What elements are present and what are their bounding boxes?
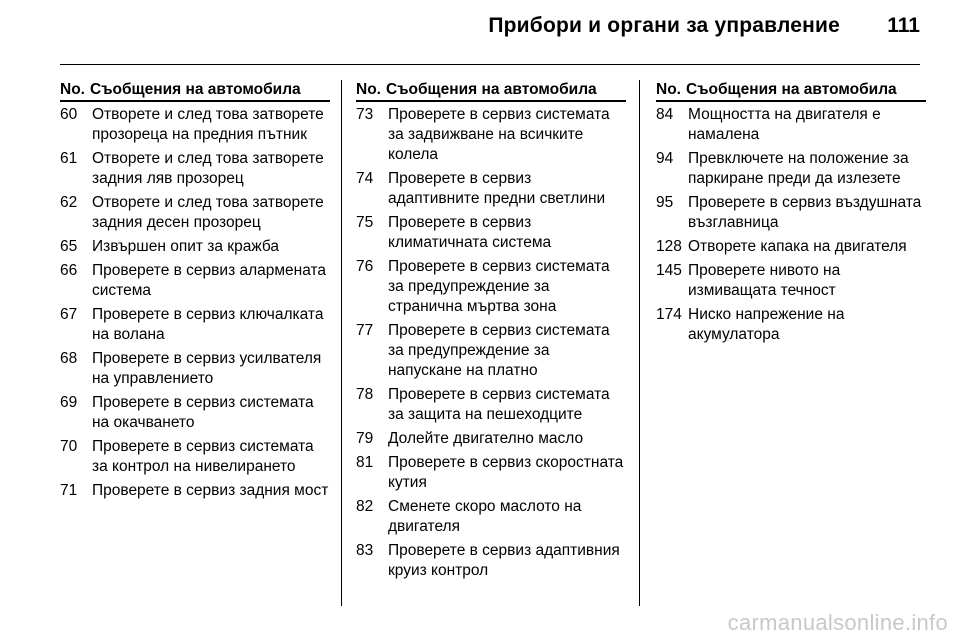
message-row — [60, 305, 330, 345]
message-text: Проверете в сервиз адаптивния круиз контрол — [388, 542, 620, 579]
message-number: 71 — [60, 482, 78, 499]
message-row — [356, 429, 626, 449]
message-text: Проверете в сервиз ключалката на волана — [92, 306, 324, 343]
header-rule — [60, 64, 920, 65]
message-number: 82 — [356, 498, 374, 515]
column-header — [656, 80, 926, 102]
message-row — [356, 497, 626, 537]
column-header-messages: Съобщения на автомобила — [90, 81, 301, 98]
message-number: 77 — [356, 322, 374, 339]
page-title: Прибори и органи за управление — [488, 14, 840, 37]
messages-column-3 — [656, 80, 926, 349]
column-header-messages: Съобщения на автомобила — [686, 81, 897, 98]
message-text: Отворете капака на двигателя — [688, 238, 907, 255]
message-row — [60, 437, 330, 477]
message-number: 66 — [60, 262, 78, 279]
message-list — [60, 105, 330, 501]
message-row — [60, 149, 330, 189]
column-header-no: No. — [60, 81, 85, 98]
message-number: 67 — [60, 306, 78, 323]
message-text: Долейте двигателно масло — [388, 430, 584, 447]
message-text: Проверете в сервиз скоростната кутия — [388, 454, 624, 491]
message-number: 83 — [356, 542, 374, 559]
message-row — [656, 305, 926, 345]
message-number: 78 — [356, 386, 374, 403]
column-divider — [639, 80, 640, 606]
message-row — [356, 213, 626, 253]
message-text: Проверете в сервиз системата на окачването — [92, 394, 314, 431]
message-text: Проверете в сервиз системата за предупреждение за напускане на платно — [388, 322, 610, 379]
message-row — [656, 237, 926, 257]
message-number: 95 — [656, 194, 674, 211]
message-number: 62 — [60, 194, 78, 211]
message-row — [356, 385, 626, 425]
message-row — [60, 237, 330, 257]
message-number: 81 — [356, 454, 374, 471]
message-text: Проверете нивото на измиващата течност — [688, 262, 841, 299]
message-text: Проверете в сервиз системата за задвижване на всичките колела — [388, 106, 610, 163]
message-number: 79 — [356, 430, 374, 447]
message-number: 84 — [656, 106, 674, 123]
page-number: 111 — [887, 14, 920, 37]
message-number: 128 — [656, 238, 682, 255]
column-header-no: No. — [356, 81, 381, 98]
message-number: 76 — [356, 258, 374, 275]
message-number: 69 — [60, 394, 78, 411]
watermark: carmanualsonline.info — [727, 610, 948, 635]
message-row — [356, 541, 626, 581]
message-text: Проверете в сервиз адаптивните предни светлини — [388, 170, 606, 207]
column-header-no: No. — [656, 81, 681, 98]
message-text: Проверете в сервиз климатичната система — [388, 214, 552, 251]
message-text: Сменете скоро маслото на двигателя — [388, 498, 582, 535]
message-text: Проверете в сервиз задния мост — [92, 482, 329, 499]
message-row — [60, 193, 330, 233]
message-text: Проверете в сервиз системата за защита на пешеходците — [388, 386, 610, 423]
message-row — [60, 261, 330, 301]
message-text: Проверете в сервиз системата за предупреждение за странична мъртва зона — [388, 258, 610, 315]
message-row — [656, 261, 926, 301]
message-row — [60, 105, 330, 145]
page-header — [0, 0, 960, 64]
message-row — [356, 169, 626, 209]
message-text: Отворете и след това затворете прозореца на предния пътник — [92, 106, 324, 143]
message-text: Мощността на двигателя е намалена — [688, 106, 881, 143]
column-header — [356, 80, 626, 102]
message-row — [656, 193, 926, 233]
message-number: 70 — [60, 438, 78, 455]
message-text: Ниско напрежение на акумулатора — [688, 306, 845, 343]
messages-column-1 — [60, 80, 330, 505]
message-text: Превключете на положение за паркиране преди да излезете — [688, 150, 909, 187]
message-row — [656, 105, 926, 145]
message-list — [356, 105, 626, 581]
message-number: 60 — [60, 106, 78, 123]
column-divider — [341, 80, 342, 606]
message-number: 61 — [60, 150, 78, 167]
message-number: 145 — [656, 262, 682, 279]
message-row — [60, 481, 330, 501]
message-row — [356, 453, 626, 493]
message-row — [656, 149, 926, 189]
messages-column-2 — [356, 80, 626, 585]
message-text: Отворете и след това затворете задния десен прозорец — [92, 194, 324, 231]
message-text: Проверете в сервиз системата за контрол на нивелирането — [92, 438, 314, 475]
message-row — [60, 393, 330, 433]
column-header — [60, 80, 330, 102]
message-text: Извършен опит за кражба — [92, 238, 280, 255]
message-text: Отворете и след това затворете задния ляв прозорец — [92, 150, 324, 187]
message-list — [656, 105, 926, 345]
message-row — [356, 321, 626, 381]
message-number: 68 — [60, 350, 78, 367]
message-text: Проверете в сервиз алармената система — [92, 262, 327, 299]
message-number: 74 — [356, 170, 374, 187]
message-number: 94 — [656, 150, 674, 167]
message-text: Проверете в сервиз въздушната възглавница — [688, 194, 922, 231]
column-header-messages: Съобщения на автомобила — [386, 81, 597, 98]
message-row — [356, 105, 626, 165]
message-row — [60, 349, 330, 389]
message-number: 174 — [656, 306, 682, 323]
message-number: 75 — [356, 214, 374, 231]
message-number: 73 — [356, 106, 374, 123]
message-row — [356, 257, 626, 317]
message-text: Проверете в сервиз усилвателя на управлението — [92, 350, 322, 387]
message-number: 65 — [60, 238, 78, 255]
